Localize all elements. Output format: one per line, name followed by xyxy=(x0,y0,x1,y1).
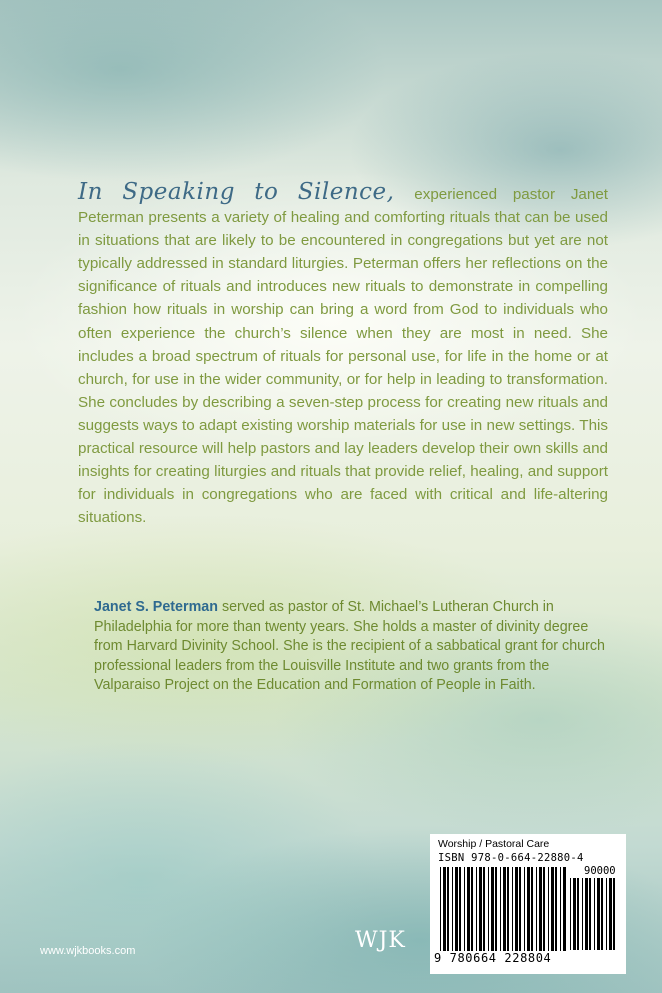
barcode-bar xyxy=(515,867,518,951)
barcode-bar xyxy=(597,878,600,950)
barcode-bar xyxy=(507,867,509,951)
barcode-digits: 9 780664 228804 xyxy=(434,951,552,965)
barcode-bar xyxy=(503,867,506,951)
author-bio-text: served as pastor of St. Michael’s Lutheran Church in Philadelphia for more than twenty years. She holds a master of divinity degree from Harvard Divinity School. She is the recipient of a sabbatical grant for church professional leaders from the Louisville Institute and two grants from the Valparaiso Project on the Education and Formation of People in Faith. xyxy=(94,599,605,694)
barcode-bar xyxy=(519,867,521,951)
price-code: 90000 xyxy=(584,865,616,877)
barcode-bar xyxy=(483,867,485,951)
barcode-bar xyxy=(539,867,542,951)
barcode-bar xyxy=(524,867,525,951)
barcode-bar xyxy=(594,878,595,950)
supplemental-barcode xyxy=(570,878,620,950)
barcode-bar xyxy=(440,867,441,951)
barcode-bar xyxy=(548,867,549,951)
barcode-bar xyxy=(589,878,591,950)
description-body: experienced pastor Janet Peterman presents a variety of healing and comforting rituals that can be used in situations that are likely to be encountered in congregations but yet are not typically addressed in standard liturgies. Peterman offers her reflections on the significance of rituals and introduces new rituals to demonstrate in compelling fashion how rituals in worship can bring a word from God to individuals who often experience the church’s silence when they are most in need. She includes a broad spectrum of rituals for personal use, for life in the home or at church, for use in the wider community, or for help in leading to transformation. She concludes by describing a seven-step process for creating new rituals and suggests ways to adapt existing worship materials for use in new settings. This practical resource will help pastors and lay leaders develop their own skills and insights for creating liturgies and rituals that provide relief, healing, and support for individuals in congregations who are faced with critical and life-altering situations. xyxy=(78,186,608,527)
barcode-bar xyxy=(479,867,482,951)
lead-title: In Speaking to Silence, xyxy=(78,179,395,205)
barcode-bar xyxy=(452,867,453,951)
barcode-bar xyxy=(467,867,470,951)
barcode-bar xyxy=(447,867,449,951)
barcode-bar xyxy=(563,867,566,951)
barcode-bar xyxy=(455,867,458,951)
barcode-bar xyxy=(491,867,494,951)
barcode-bar xyxy=(464,867,465,951)
barcode-bar xyxy=(536,867,537,951)
barcode-label xyxy=(430,834,626,974)
barcode-bar xyxy=(577,878,579,950)
barcode-bar xyxy=(551,867,554,951)
author-name: Janet S. Peterman xyxy=(94,599,218,615)
publisher-website: www.wjkbooks.com xyxy=(40,945,136,957)
barcode-bar xyxy=(531,867,533,951)
barcode-bar xyxy=(585,878,588,950)
barcode-bar xyxy=(543,867,545,951)
barcode-bar xyxy=(601,878,603,950)
barcode-bar xyxy=(500,867,501,951)
barcode-bar xyxy=(495,867,497,951)
barcode-bar xyxy=(609,878,612,950)
barcode-bar xyxy=(527,867,530,951)
isbn-text: ISBN 978-0-664-22880-4 xyxy=(438,852,584,864)
barcode-bar xyxy=(555,867,557,951)
barcode-bar xyxy=(512,867,513,951)
barcode-bar xyxy=(582,878,583,950)
barcode-bar xyxy=(573,878,576,950)
barcode-bar xyxy=(488,867,489,951)
barcode-bar xyxy=(613,878,615,950)
barcode-bar xyxy=(570,878,571,950)
barcode-bar xyxy=(476,867,477,951)
barcode-bar xyxy=(560,867,561,951)
author-bio xyxy=(94,598,614,696)
barcode-bar xyxy=(459,867,461,951)
book-description xyxy=(78,181,608,529)
barcode-bar xyxy=(606,878,607,950)
barcode-bar xyxy=(443,867,446,951)
publisher-logo: WJK xyxy=(355,928,406,953)
ean-barcode xyxy=(440,867,566,951)
barcode-bar xyxy=(471,867,473,951)
subject-category: Worship / Pastoral Care xyxy=(438,838,550,850)
